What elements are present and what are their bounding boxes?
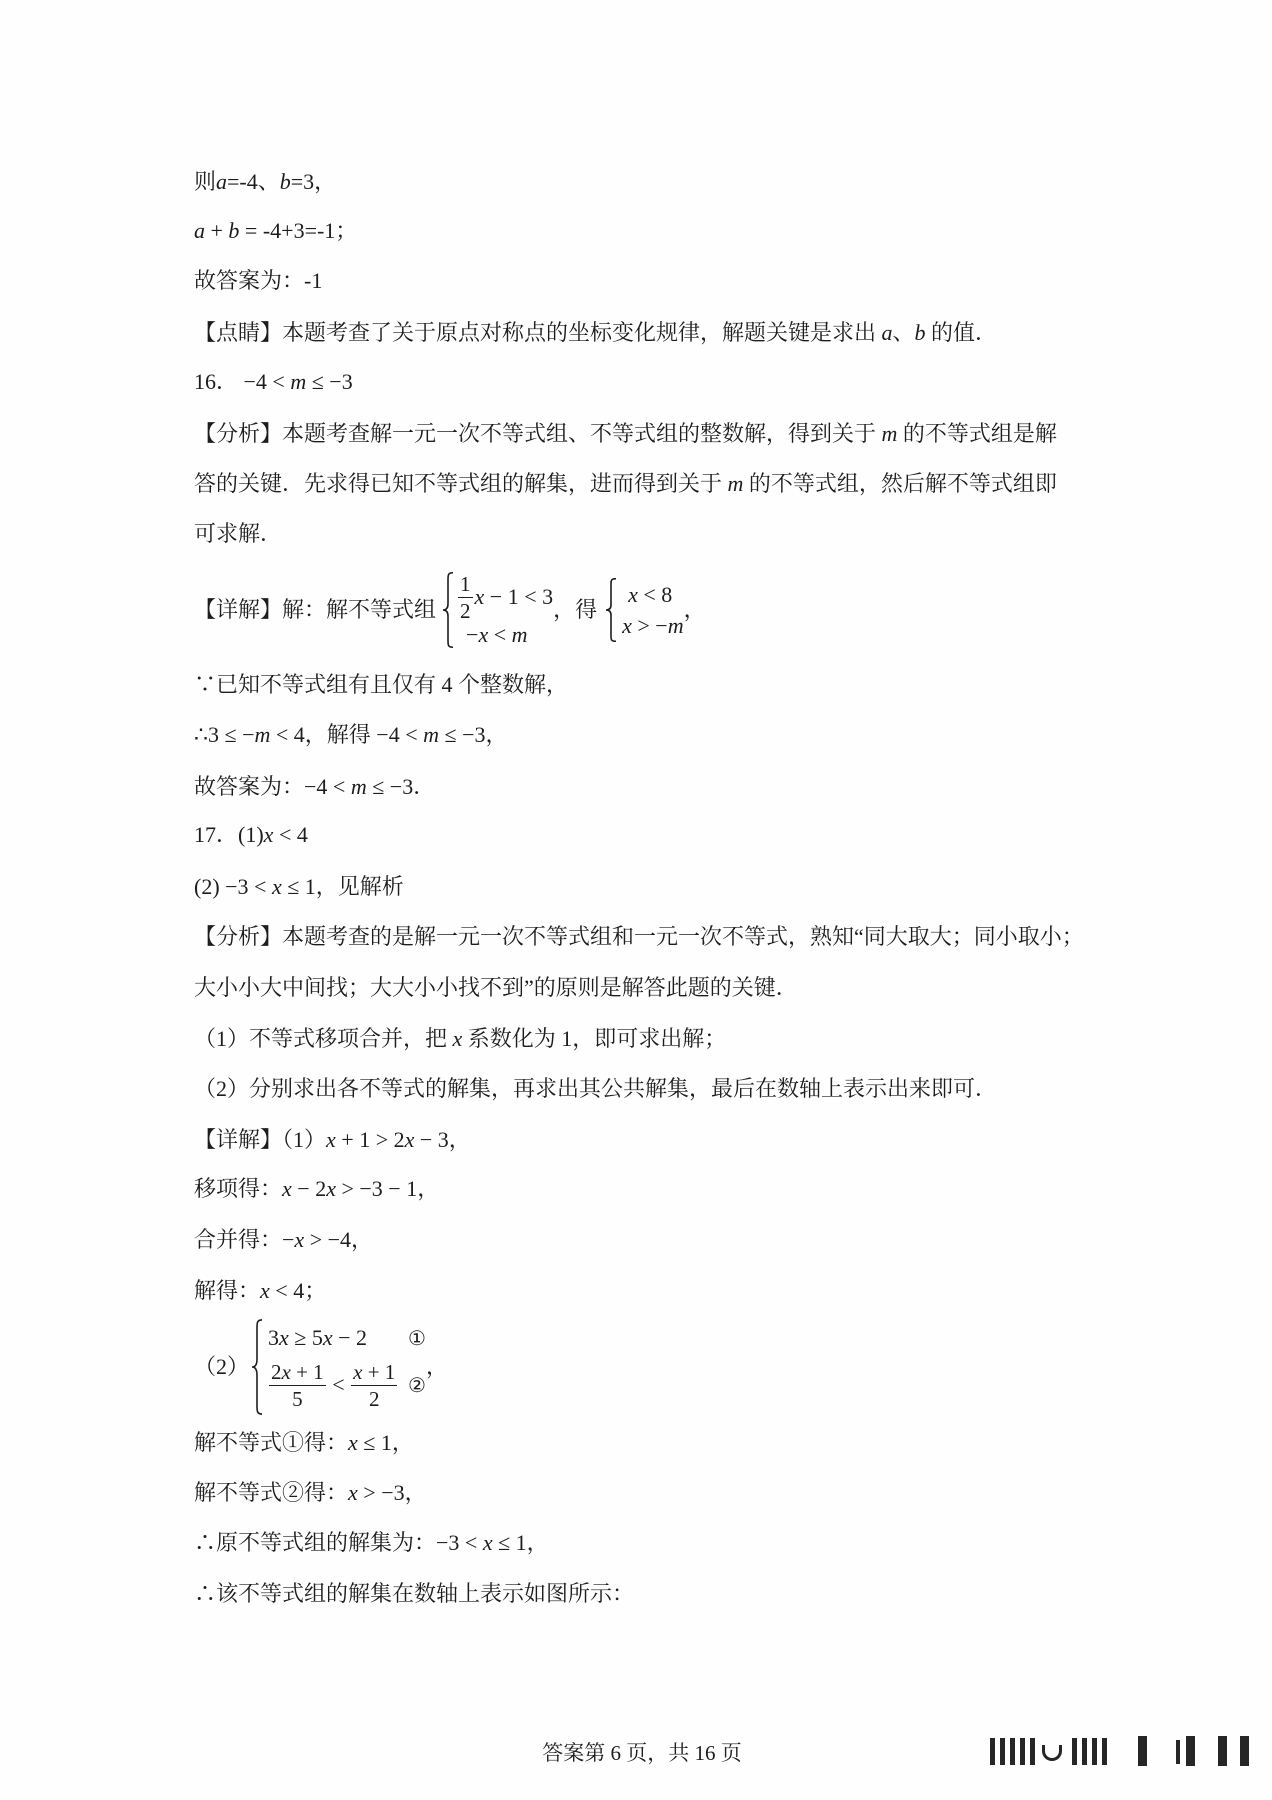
- q17-analysis-line-4: [194, 1074, 997, 1104]
- q17-analysis-line-3: [194, 1024, 726, 1054]
- q17-answer-line-1: [194, 820, 308, 850]
- math-variable: x: [622, 612, 632, 638]
- text-segment: > −3 − 1，: [335, 1176, 440, 1201]
- text-segment: 可求解．: [194, 521, 283, 546]
- fraction-numerator: [351, 1361, 397, 1386]
- left-brace: [442, 572, 454, 648]
- math-variable: m: [350, 774, 367, 799]
- q17-solution-set-line: [194, 1528, 549, 1558]
- text-segment: ，得: [553, 597, 598, 622]
- text-segment: ，: [683, 597, 706, 622]
- watermark-bar: [1010, 1738, 1015, 1765]
- math-variable: x: [326, 1176, 336, 1201]
- text-segment: 的值．: [925, 320, 998, 345]
- text-segment: 【点睛】本题考查了关于原点对称点的坐标变化规律，解题关键是求出: [194, 320, 882, 345]
- fraction: [351, 1361, 397, 1410]
- math-variable: x: [326, 1127, 336, 1152]
- text-segment: 移项得：: [194, 1176, 283, 1201]
- watermark-bar: [1092, 1738, 1097, 1765]
- q16-answer-line: [194, 367, 353, 397]
- system-rows: [622, 579, 683, 641]
- question-number: 16．: [194, 369, 239, 394]
- math-variable: m: [254, 722, 271, 747]
- inequality-1: [268, 1325, 408, 1351]
- text-segment: + 1 > 2: [335, 1127, 405, 1152]
- text-segment: = -4+3=-1；: [239, 218, 358, 243]
- text-segment: 2: [271, 1359, 282, 1384]
- fraction-denominator: 5: [292, 1386, 303, 1411]
- text-segment: ≤ 1，: [492, 1530, 549, 1555]
- fraction-numerator: 1: [460, 571, 471, 596]
- q17-analysis-line-1: [194, 922, 1084, 952]
- text-segment: < 4，解得 −4 <: [270, 722, 424, 747]
- watermark-smile-icon: [1042, 1745, 1062, 1761]
- text-segment: 的不等式组是解: [897, 421, 1057, 446]
- text-segment: （2）分别求出各不等式的解集，再求出其公共解集，最后在数轴上表示出来即可．: [194, 1076, 998, 1101]
- fraction: [269, 1361, 326, 1410]
- text-segment: (2) −3 <: [194, 874, 272, 899]
- text-segment: =-4、: [227, 169, 280, 194]
- text-segment: 合并得：−: [194, 1227, 295, 1252]
- math-variable: x: [404, 1127, 415, 1152]
- math-variable: a: [216, 169, 228, 194]
- system-rows: [268, 1320, 426, 1414]
- watermark-bar: [1030, 1738, 1035, 1765]
- text-segment: 答的关键．先求得已知不等式组的解集，进而得到关于: [194, 471, 728, 496]
- text-segment: 【详解】（1）: [194, 1127, 327, 1152]
- text-segment: ≤ −3，: [439, 722, 508, 747]
- q15-comment-line: [194, 318, 997, 348]
- system-row: [268, 1356, 426, 1414]
- inequality-2: [268, 1361, 408, 1410]
- watermark-bar: [1186, 1736, 1195, 1766]
- watermark-bar: [990, 1738, 995, 1765]
- circled-number-mark: ②: [408, 1374, 426, 1397]
- q16-deduce-line: [194, 720, 507, 750]
- watermark-bar: [1138, 1736, 1147, 1766]
- math-variable: a: [194, 218, 205, 243]
- text-segment: 【分析】本题考查的是解一元一次不等式组和一元一次不等式，熟知“同大取大；同小取小；: [194, 924, 1084, 949]
- math-variable: x: [348, 1430, 358, 1455]
- watermark-bar: [1102, 1738, 1107, 1765]
- math-variable: x: [474, 584, 485, 609]
- math-variable: m: [423, 722, 439, 747]
- q17-number-line-note: [194, 1579, 634, 1609]
- math-variable: a: [881, 320, 893, 345]
- text-segment: ≤ 1，: [357, 1430, 414, 1455]
- text-segment: ∵已知不等式组有且仅有 4 个整数解，: [194, 672, 569, 697]
- math-variable: b: [279, 169, 291, 194]
- text-segment: − 2: [291, 1176, 327, 1201]
- text-segment: − 2: [332, 1325, 368, 1350]
- text-segment: ≤ −3: [306, 369, 353, 394]
- text-segment: 解不等式②得：: [194, 1480, 349, 1505]
- math-variable: x: [282, 1176, 292, 1201]
- watermark-bar: [1000, 1738, 1005, 1765]
- text-segment: > −4，: [304, 1227, 374, 1252]
- math-variable: m: [727, 471, 744, 496]
- text-segment: ，: [425, 1354, 448, 1379]
- math-variable: x: [482, 1530, 493, 1555]
- math-variable: x: [279, 1325, 289, 1350]
- watermark-logo: [990, 1733, 1252, 1769]
- math-variable: x: [628, 581, 638, 607]
- math-variable: x: [322, 1325, 333, 1350]
- q16-analysis-line-3: [194, 519, 282, 549]
- text-segment: ≥ 5: [288, 1325, 323, 1350]
- text-segment: ∴该不等式组的解集在数轴上表示如图所示：: [194, 1581, 635, 1606]
- q16-answer-final-line: [194, 772, 435, 802]
- q17-solve-1-line: [194, 1428, 414, 1458]
- system-row: [458, 572, 553, 622]
- text-segment: < 4: [273, 822, 308, 847]
- fraction-denominator: 2: [460, 598, 471, 623]
- text-segment: − 1 < 3: [484, 584, 554, 609]
- math-variable: x: [260, 1278, 270, 1303]
- watermark-bar: [1218, 1736, 1227, 1766]
- watermark-bar: [1240, 1736, 1249, 1766]
- q15-answer-line: [194, 266, 322, 296]
- text-segment: 解得：: [194, 1278, 261, 1303]
- text-segment: 【详解】解：解不等式组: [194, 597, 437, 622]
- circled-number-mark: ①: [408, 1327, 426, 1350]
- math-variable: x: [271, 874, 282, 899]
- text-segment: < 8: [637, 581, 673, 607]
- text-segment: ≤ 1，见解析: [281, 874, 404, 899]
- q17-analysis-line-2: [194, 973, 798, 1003]
- text-segment: −: [466, 622, 479, 647]
- text-segment: + 1: [362, 1359, 396, 1384]
- q16-reason-line: [194, 670, 568, 700]
- text-segment: + 1: [290, 1359, 324, 1384]
- text-segment: 解不等式①得：: [194, 1430, 349, 1455]
- system-row: [622, 610, 683, 641]
- text-segment: 系数化为 1，即可求出解；: [462, 1026, 727, 1051]
- math-variable: m: [290, 369, 307, 394]
- text-segment: <: [326, 1372, 351, 1397]
- page-footer: 答案第 6 页，共 16 页: [542, 1741, 742, 1765]
- q17-move-terms-line: [194, 1174, 439, 1204]
- math-variable: x: [294, 1227, 305, 1252]
- math-variable: x: [452, 1026, 463, 1051]
- q15-sum-line: [194, 216, 357, 246]
- q17-detail-line-1: [194, 1125, 471, 1155]
- left-brace: [605, 578, 617, 642]
- math-variable: m: [881, 421, 898, 446]
- text-segment: 、: [892, 320, 915, 345]
- text-segment: 【分析】本题考查解一元一次不等式组、不等式组的整数解，得到关于: [194, 421, 882, 446]
- math-variable: x: [348, 1480, 358, 1505]
- q17-part2-system-line: [194, 1315, 448, 1419]
- system-row: [622, 579, 683, 610]
- fraction-denominator: 2: [368, 1386, 380, 1411]
- text-segment: （1）不等式移项合并，把: [194, 1026, 453, 1051]
- text-segment: ∴3 ≤ −: [194, 722, 255, 747]
- system-row: [268, 1320, 426, 1356]
- fraction: [458, 573, 473, 622]
- text-segment: <: [488, 622, 512, 647]
- math-variable: m: [511, 622, 528, 647]
- text-segment: > −3，: [357, 1480, 427, 1505]
- question-number: 17．: [194, 822, 239, 847]
- text-segment: (1): [238, 822, 264, 847]
- text-segment: − 3，: [414, 1127, 471, 1152]
- fraction-numerator: [269, 1361, 326, 1386]
- watermark-bar: [1020, 1738, 1025, 1765]
- math-variable: x: [478, 622, 489, 647]
- math-variable: x: [281, 1359, 291, 1384]
- q17-answer-line-2: [194, 872, 404, 902]
- text-segment: 大小小大中间找；大大小小找不到”的原则是解答此题的关键．: [194, 975, 798, 1000]
- math-variable: b: [228, 218, 240, 243]
- inequality-system-part2: [251, 1319, 426, 1415]
- left-brace: [251, 1319, 263, 1415]
- inequality-system-given: [442, 572, 553, 648]
- text-segment: 则: [194, 169, 217, 194]
- math-variable: m: [667, 612, 684, 638]
- q17-solve-line: [194, 1276, 326, 1306]
- text-segment: =3，: [290, 169, 337, 194]
- q16-analysis-line-2: [194, 469, 1057, 499]
- answer-text: 故答案为：-1: [194, 268, 323, 293]
- text-segment: 故答案为：−4 <: [194, 774, 351, 799]
- system-row: [458, 622, 553, 648]
- q16-detail-line: [194, 570, 706, 650]
- text-segment: −4 <: [238, 369, 291, 394]
- q15-values-line: [194, 167, 336, 197]
- text-segment: 3: [268, 1325, 280, 1350]
- watermark-bar: [1082, 1738, 1087, 1765]
- watermark-bar: [1072, 1738, 1077, 1765]
- text-segment: （2）: [194, 1354, 250, 1379]
- system-rows: [458, 572, 553, 648]
- text-segment: +: [205, 218, 229, 243]
- text-segment: > −: [631, 612, 668, 638]
- q17-combine-line: [194, 1225, 373, 1255]
- inequality-system-solved: [605, 578, 683, 642]
- math-variable: x: [353, 1359, 363, 1384]
- watermark-bar: [1176, 1740, 1180, 1764]
- math-variable: x: [263, 822, 274, 847]
- text-segment: 的不等式组，然后解不等式组即: [743, 471, 1057, 496]
- text-segment: ∴原不等式组的解集为：−3 <: [194, 1530, 483, 1555]
- text-segment: < 4；: [269, 1278, 327, 1303]
- q17-solve-2-line: [194, 1478, 427, 1508]
- text-segment: ≤ −3．: [366, 774, 436, 799]
- math-variable: b: [914, 320, 926, 345]
- q16-analysis-line-1: [194, 419, 1057, 449]
